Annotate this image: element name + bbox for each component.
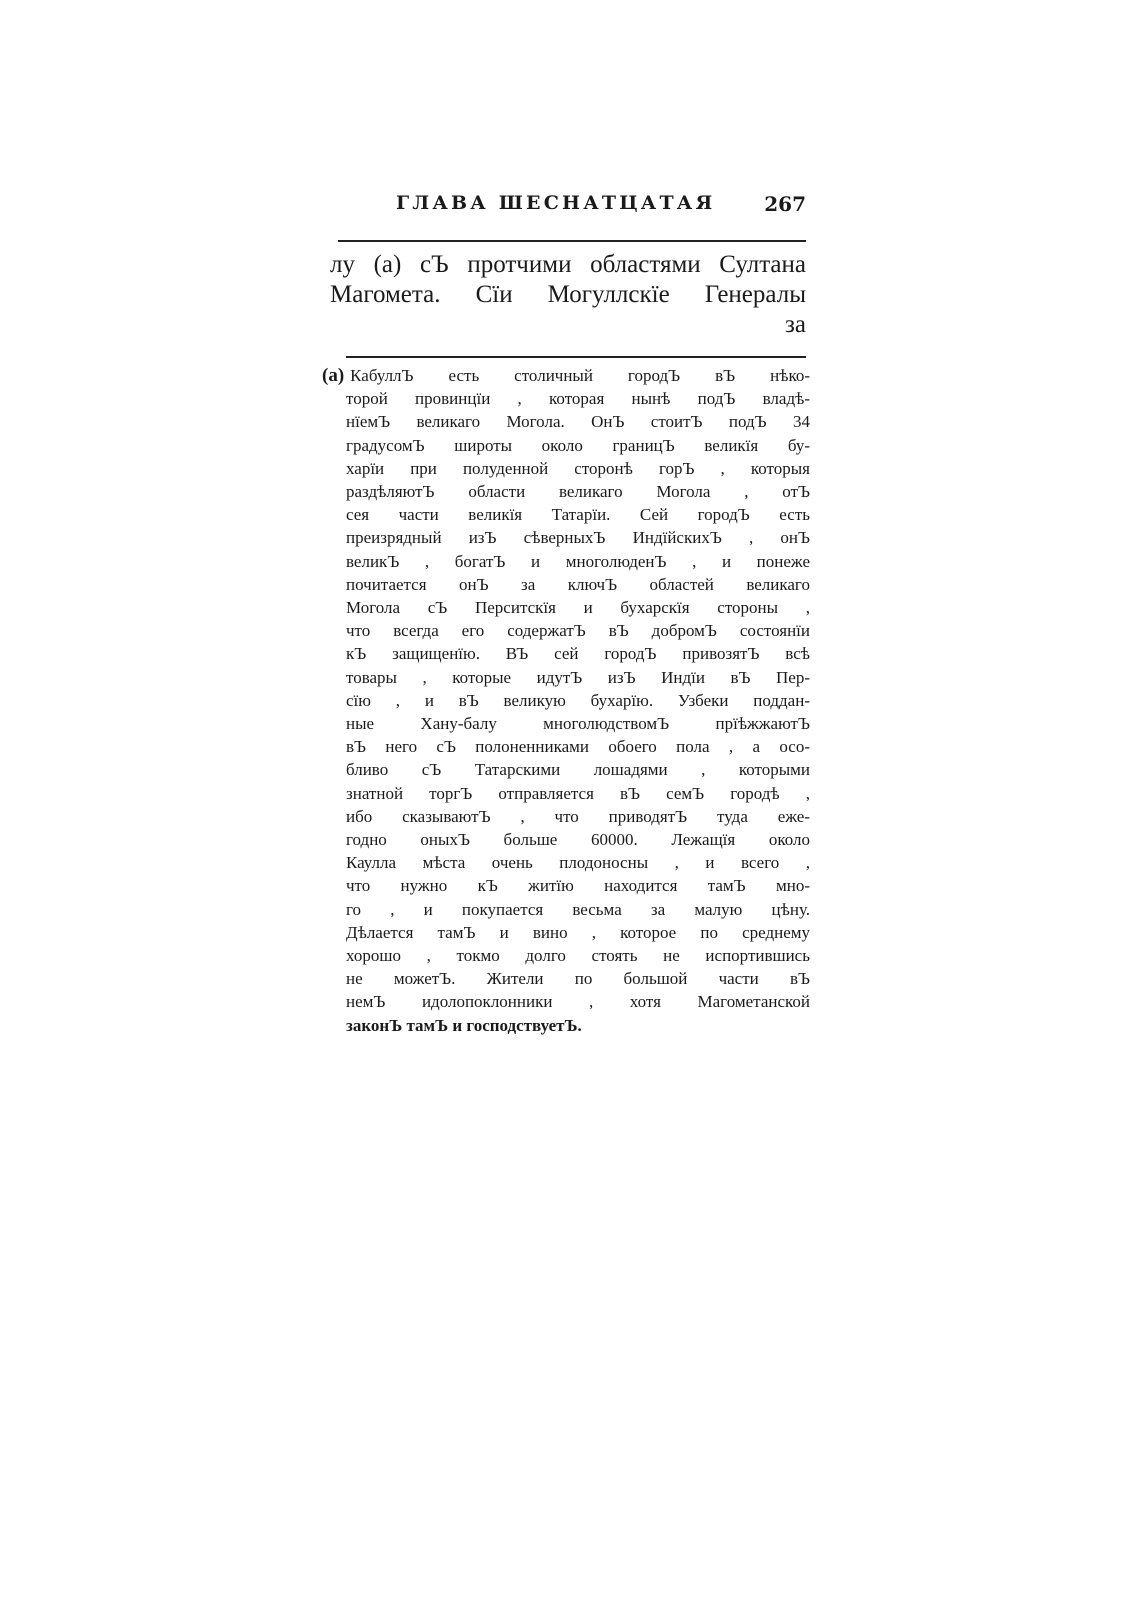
footnote-line: кЪ защищенїю. ВЪ сей городЪ привозятЪ всѣ xyxy=(346,644,810,664)
footnote-marker: (а) xyxy=(322,365,345,386)
footnote-line: что нужно кЪ житїю находится тамЪ мно- xyxy=(346,876,810,896)
footnote-line: го , и покупается весьма за малую цѣну. xyxy=(346,899,810,919)
footnote-line: законЪ тамЪ и господствуетЪ. xyxy=(346,1015,582,1035)
footnote-line: Могола сЪ Перситскїя и бухарскїя стороны , xyxy=(346,598,810,618)
footnote-line: вЪ него сЪ полоненниками обоего пола , а осо- xyxy=(346,737,810,757)
footnote-line: что всегда его содержатЪ вЪ добромЪ состоянїи xyxy=(346,621,810,641)
footnote xyxy=(322,364,810,1037)
footnote-line: почитается онЪ за ключЪ областей великаго xyxy=(346,574,810,594)
running-header xyxy=(338,192,806,222)
footnote-line: не можетЪ. Жители по большой части вЪ xyxy=(346,969,810,989)
footnote-line: сея части великїя Татарїи. Сей городЪ есть xyxy=(346,505,810,525)
footnote-line: сїю , и вЪ великую бухарїю. Узбеки поддан- xyxy=(346,690,810,710)
footnote-line: немЪ идолопоклонники , хотя Магометанской xyxy=(346,992,810,1012)
footnote-line: нїемЪ великаго Могола. ОнЪ стоитЪ подЪ 34 xyxy=(346,412,810,432)
footnote-line: Каулла мѣста очень плодоносны , и всего , xyxy=(346,853,810,873)
footnote-line: преизрядный изЪ сѣверныхЪ ИндїйскихЪ , онЪ xyxy=(346,528,810,548)
main-text-line: Магомета. Сїи Могуллскїе Генералы xyxy=(330,281,806,308)
catchword: за xyxy=(785,311,806,338)
footnote-line: ные Хану-балу многолюдствомЪ прїѣжжаютЪ xyxy=(346,714,810,734)
footnote-line: товары , которые идутЪ изЪ Индїи вЪ Пер- xyxy=(346,667,810,687)
footnote-line: бливо сЪ Татарскими лошадями , которыми xyxy=(346,760,810,780)
footnote-rule xyxy=(346,356,806,358)
footnote-line: градусомЪ широты около границЪ великїя бу- xyxy=(346,435,810,455)
footnote-line: раздѣляютЪ области великаго Могола , отЪ xyxy=(346,482,810,502)
main-text-line: лу (а) сЪ протчими областями Султана xyxy=(330,251,806,278)
footnote-line: харїи при полуденной сторонѣ горЪ , которыя xyxy=(346,458,810,478)
footnote-line-text: КабуллЪ есть столичный городЪ вЪ нѣко- xyxy=(350,366,810,385)
footnote-line: ибо сказываютЪ , что приводятЪ туда еже- xyxy=(346,806,810,826)
footnote-line: великЪ , богатЪ и многолюденЪ , и понеже xyxy=(346,551,810,571)
footnote-line: годно оныхЪ больше 60000. Лежащїя около xyxy=(346,830,810,850)
main-text xyxy=(330,250,806,340)
footnote-line: хорошо , токмо долго стоять не испортившись xyxy=(346,946,810,966)
footnote-line: знатной торгЪ отправляется вЪ семЪ городѣ , xyxy=(346,783,810,803)
page-number: 267 xyxy=(764,192,806,216)
header-rule xyxy=(338,240,806,242)
chapter-title: ГЛАВА ШЕСНАТЦАТАЯ xyxy=(396,192,716,214)
footnote-line xyxy=(322,364,810,387)
footnote-line: Дѣлается тамЪ и вино , которое по среднему xyxy=(346,922,810,942)
footnote-line: торой провинцїи , которая нынѣ подЪ владѣ- xyxy=(346,389,810,409)
